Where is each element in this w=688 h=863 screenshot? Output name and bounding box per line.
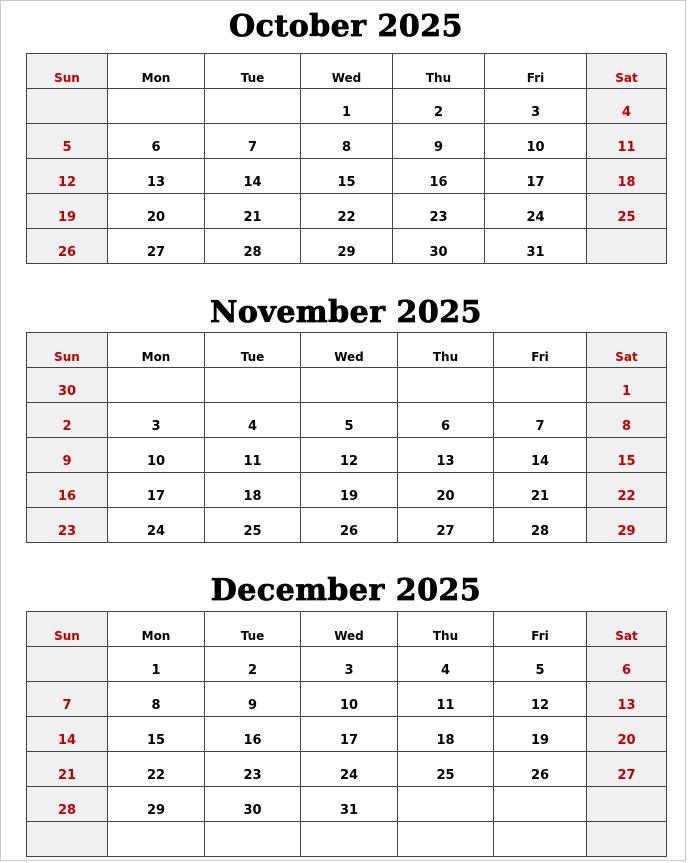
day-cell <box>301 194 393 229</box>
day-number: 23 <box>429 210 448 225</box>
day-cell <box>205 194 301 229</box>
day-number: 14 <box>530 454 550 469</box>
weekday-header <box>494 333 587 368</box>
day-number: 3 <box>151 419 161 434</box>
weekday-label: Fri <box>531 350 549 364</box>
day-cell <box>494 647 587 682</box>
weekday-header <box>27 612 108 647</box>
day-number: 17 <box>146 489 166 504</box>
weekday-header <box>587 333 667 368</box>
weekday-header <box>398 612 494 647</box>
weekday-label: Tue <box>240 350 265 364</box>
day-number <box>398 855 493 856</box>
day-cell <box>587 403 667 438</box>
weekday-header-row <box>27 333 667 368</box>
day-cell <box>301 717 398 752</box>
weekday-label: Tue <box>240 629 265 643</box>
weekday-label: Tue <box>240 71 265 85</box>
day-number <box>587 262 666 263</box>
day-cell <box>485 124 587 159</box>
day-cell <box>205 368 301 403</box>
day-cell <box>587 194 667 229</box>
day-cell <box>393 159 485 194</box>
weekday-label: Sun <box>54 350 80 364</box>
weekday-label: Sat <box>615 71 638 85</box>
day-cell <box>398 752 494 787</box>
day-cell <box>494 822 587 857</box>
weekday-label: Fri <box>526 71 545 85</box>
day-number: 3 <box>530 105 541 120</box>
day-cell <box>398 822 494 857</box>
day-cell <box>205 822 301 857</box>
weekday-label: Thu <box>425 71 452 85</box>
day-cell <box>27 647 108 682</box>
day-number: 5 <box>535 663 545 678</box>
day-number: 13 <box>436 454 455 469</box>
month-title-october: October 2025 <box>228 9 464 44</box>
weekday-header <box>587 54 667 89</box>
day-cell <box>108 403 205 438</box>
day-cell <box>587 717 667 752</box>
week-row <box>27 473 667 508</box>
day-cell <box>205 682 301 717</box>
weekday-header <box>301 612 398 647</box>
week-row <box>27 159 667 194</box>
day-cell <box>494 682 587 717</box>
day-cell <box>587 787 667 822</box>
weekday-header <box>108 333 205 368</box>
day-cell <box>205 438 301 473</box>
week-row <box>27 508 667 543</box>
day-cell <box>485 89 587 124</box>
day-number: 30 <box>243 803 262 818</box>
day-cell <box>398 438 494 473</box>
day-number: 28 <box>57 803 77 818</box>
day-number: 20 <box>617 733 636 748</box>
day-number: 18 <box>243 489 262 504</box>
day-cell <box>108 647 205 682</box>
day-cell <box>494 508 587 543</box>
day-cell <box>494 717 587 752</box>
day-cell <box>205 717 301 752</box>
weekday-header <box>393 54 485 89</box>
week-row <box>27 194 667 229</box>
day-number: 9 <box>62 454 72 469</box>
day-cell <box>27 717 108 752</box>
day-number: 6 <box>440 419 451 434</box>
day-number <box>494 855 586 856</box>
week-row <box>27 403 667 438</box>
day-cell <box>205 647 301 682</box>
day-number: 11 <box>617 140 636 155</box>
day-cell <box>398 368 494 403</box>
day-number: 22 <box>337 210 356 225</box>
day-number: 30 <box>57 384 77 399</box>
day-cell <box>398 473 494 508</box>
weekday-header-row <box>27 612 667 647</box>
day-number: 19 <box>530 733 550 748</box>
day-number: 27 <box>146 245 166 260</box>
day-cell <box>587 508 667 543</box>
day-cell <box>301 822 398 857</box>
weekday-header <box>108 612 205 647</box>
weekday-header <box>485 54 587 89</box>
day-cell <box>27 403 108 438</box>
day-cell <box>301 787 398 822</box>
day-number: 22 <box>146 768 166 783</box>
day-cell <box>108 124 205 159</box>
day-number: 22 <box>617 489 636 504</box>
day-cell <box>494 438 587 473</box>
day-number: 10 <box>146 454 166 469</box>
day-number: 2 <box>62 419 72 434</box>
day-number: 5 <box>62 140 72 155</box>
weekday-header-row <box>27 54 667 89</box>
day-cell <box>587 752 667 787</box>
weekday-header <box>301 54 393 89</box>
day-number: 16 <box>57 489 77 504</box>
day-number: 4 <box>621 105 632 120</box>
day-cell <box>587 368 667 403</box>
day-number: 9 <box>247 698 258 713</box>
day-cell <box>108 368 205 403</box>
day-cell <box>27 159 108 194</box>
day-number: 13 <box>617 698 636 713</box>
weekday-header <box>205 54 301 89</box>
day-number <box>108 855 204 856</box>
day-number: 27 <box>436 524 455 539</box>
day-number: 21 <box>57 768 77 783</box>
day-number: 26 <box>339 524 359 539</box>
day-cell <box>108 194 205 229</box>
day-number: 16 <box>429 175 448 190</box>
day-number: 15 <box>617 454 636 469</box>
month-title-december: December 2025 <box>210 573 482 608</box>
weekday-label: Sun <box>54 71 80 85</box>
day-cell <box>494 752 587 787</box>
day-number: 28 <box>243 245 262 260</box>
weekday-header <box>108 54 205 89</box>
weekday-label: Thu <box>432 350 459 364</box>
day-cell <box>108 508 205 543</box>
weekday-label: Mon <box>141 350 171 364</box>
day-cell <box>27 124 108 159</box>
day-cell <box>205 473 301 508</box>
week-row <box>27 787 667 822</box>
day-cell <box>108 787 205 822</box>
day-number: 20 <box>436 489 455 504</box>
day-cell <box>108 89 205 124</box>
day-number: 7 <box>247 140 258 155</box>
day-cell <box>393 89 485 124</box>
day-number: 1 <box>621 384 632 399</box>
weekday-label: Fri <box>531 629 549 643</box>
day-cell <box>393 194 485 229</box>
day-number: 20 <box>146 210 166 225</box>
day-cell <box>27 368 108 403</box>
day-cell <box>108 438 205 473</box>
day-number: 18 <box>436 733 455 748</box>
day-cell <box>27 822 108 857</box>
day-cell <box>485 229 587 264</box>
day-cell <box>205 508 301 543</box>
day-number: 21 <box>530 489 550 504</box>
day-number: 8 <box>151 698 161 713</box>
day-number: 3 <box>344 663 354 678</box>
weekday-header <box>398 333 494 368</box>
day-number: 24 <box>526 210 545 225</box>
day-number: 14 <box>243 175 262 190</box>
weekday-header <box>587 612 667 647</box>
day-cell <box>27 752 108 787</box>
day-cell <box>494 787 587 822</box>
calendar-december <box>26 611 667 857</box>
day-cell <box>587 229 667 264</box>
day-number: 4 <box>440 663 451 678</box>
day-number: 14 <box>57 733 77 748</box>
day-number: 10 <box>339 698 359 713</box>
day-number: 6 <box>151 140 161 155</box>
day-number <box>587 855 666 856</box>
weekday-label: Thu <box>432 629 459 643</box>
day-cell <box>301 438 398 473</box>
day-cell <box>27 229 108 264</box>
day-number: 26 <box>530 768 550 783</box>
day-cell <box>393 124 485 159</box>
day-cell <box>27 473 108 508</box>
day-cell <box>301 159 393 194</box>
day-number: 1 <box>151 663 161 678</box>
day-cell <box>485 194 587 229</box>
day-cell <box>205 229 301 264</box>
day-cell <box>587 124 667 159</box>
day-cell <box>205 787 301 822</box>
day-number: 26 <box>57 245 77 260</box>
day-number: 12 <box>339 454 359 469</box>
day-number: 2 <box>433 105 444 120</box>
month-title-november: November 2025 <box>209 295 482 330</box>
week-row <box>27 368 667 403</box>
weekday-label: Sat <box>615 629 638 643</box>
day-number: 13 <box>146 175 166 190</box>
week-row <box>27 752 667 787</box>
day-number: 24 <box>146 524 166 539</box>
day-number: 27 <box>617 768 636 783</box>
weekday-header <box>494 612 587 647</box>
day-cell <box>301 752 398 787</box>
weekday-label: Wed <box>334 629 364 643</box>
day-cell <box>587 682 667 717</box>
day-cell <box>587 473 667 508</box>
day-cell <box>301 403 398 438</box>
day-number: 31 <box>526 245 545 260</box>
day-number: 11 <box>243 454 262 469</box>
day-number: 17 <box>339 733 359 748</box>
day-cell <box>494 473 587 508</box>
day-number: 12 <box>57 175 77 190</box>
day-cell <box>398 508 494 543</box>
weekday-label: Sat <box>615 350 638 364</box>
day-cell <box>205 159 301 194</box>
day-cell <box>205 124 301 159</box>
day-cell <box>587 647 667 682</box>
day-cell <box>205 752 301 787</box>
weekday-header <box>27 54 108 89</box>
day-cell <box>108 229 205 264</box>
day-number: 30 <box>429 245 448 260</box>
day-cell <box>108 717 205 752</box>
calendar-november <box>26 332 667 543</box>
day-cell <box>27 508 108 543</box>
day-cell <box>27 438 108 473</box>
day-number: 19 <box>57 210 77 225</box>
day-cell <box>205 403 301 438</box>
week-row <box>27 438 667 473</box>
day-cell <box>301 682 398 717</box>
day-cell <box>494 368 587 403</box>
day-cell <box>398 403 494 438</box>
day-cell <box>398 787 494 822</box>
day-number: 23 <box>57 524 77 539</box>
day-number: 7 <box>535 419 545 434</box>
day-number <box>27 855 107 856</box>
day-cell <box>393 229 485 264</box>
day-cell <box>587 159 667 194</box>
day-number: 12 <box>530 698 550 713</box>
day-cell <box>301 647 398 682</box>
day-cell <box>27 89 108 124</box>
day-cell <box>494 403 587 438</box>
day-number: 15 <box>337 175 356 190</box>
day-number: 4 <box>247 419 258 434</box>
day-number: 10 <box>526 140 545 155</box>
week-row <box>27 229 667 264</box>
weekday-header <box>205 333 301 368</box>
day-number: 25 <box>243 524 262 539</box>
day-number: 9 <box>433 140 444 155</box>
day-cell <box>108 682 205 717</box>
day-cell <box>301 508 398 543</box>
week-row <box>27 124 667 159</box>
day-cell <box>301 473 398 508</box>
day-cell <box>108 752 205 787</box>
day-cell <box>27 194 108 229</box>
day-cell <box>301 368 398 403</box>
day-number: 29 <box>617 524 636 539</box>
day-number: 17 <box>526 175 545 190</box>
day-number: 6 <box>621 663 632 678</box>
day-cell <box>27 682 108 717</box>
calendar-october <box>26 53 667 264</box>
week-row <box>27 682 667 717</box>
day-number: 1 <box>341 105 352 120</box>
day-cell <box>587 822 667 857</box>
day-number: 5 <box>344 419 354 434</box>
day-number <box>301 855 397 856</box>
day-cell <box>205 89 301 124</box>
week-row <box>27 822 667 857</box>
day-number: 19 <box>339 489 359 504</box>
day-cell <box>587 89 667 124</box>
day-number: 7 <box>62 698 72 713</box>
weekday-label: Wed <box>334 350 364 364</box>
day-number: 25 <box>436 768 455 783</box>
day-number: 18 <box>617 175 636 190</box>
day-number: 21 <box>243 210 262 225</box>
day-cell <box>398 682 494 717</box>
day-cell <box>27 787 108 822</box>
day-number: 2 <box>247 663 258 678</box>
day-number: 8 <box>621 419 632 434</box>
weekday-label: Wed <box>331 71 362 85</box>
day-cell <box>301 124 393 159</box>
day-number: 8 <box>341 140 352 155</box>
day-number: 16 <box>243 733 262 748</box>
day-number: 28 <box>530 524 550 539</box>
weekday-label: Mon <box>141 629 171 643</box>
week-row <box>27 717 667 752</box>
weekday-header <box>205 612 301 647</box>
day-cell <box>301 229 393 264</box>
day-number: 25 <box>617 210 636 225</box>
day-number: 15 <box>146 733 166 748</box>
day-cell <box>108 159 205 194</box>
weekday-header <box>301 333 398 368</box>
day-cell <box>301 89 393 124</box>
weekday-label: Mon <box>141 71 171 85</box>
day-cell <box>108 473 205 508</box>
day-cell <box>398 717 494 752</box>
weekday-label: Sun <box>54 629 80 643</box>
week-row <box>27 89 667 124</box>
week-row <box>27 647 667 682</box>
weekday-header <box>27 333 108 368</box>
day-number: 29 <box>337 245 356 260</box>
day-number: 11 <box>436 698 455 713</box>
day-number: 31 <box>339 803 359 818</box>
day-cell <box>485 159 587 194</box>
day-number: 24 <box>339 768 359 783</box>
day-number: 23 <box>243 768 262 783</box>
day-cell <box>398 647 494 682</box>
day-number <box>205 855 300 856</box>
day-number: 29 <box>146 803 166 818</box>
day-cell <box>587 438 667 473</box>
day-cell <box>108 822 205 857</box>
